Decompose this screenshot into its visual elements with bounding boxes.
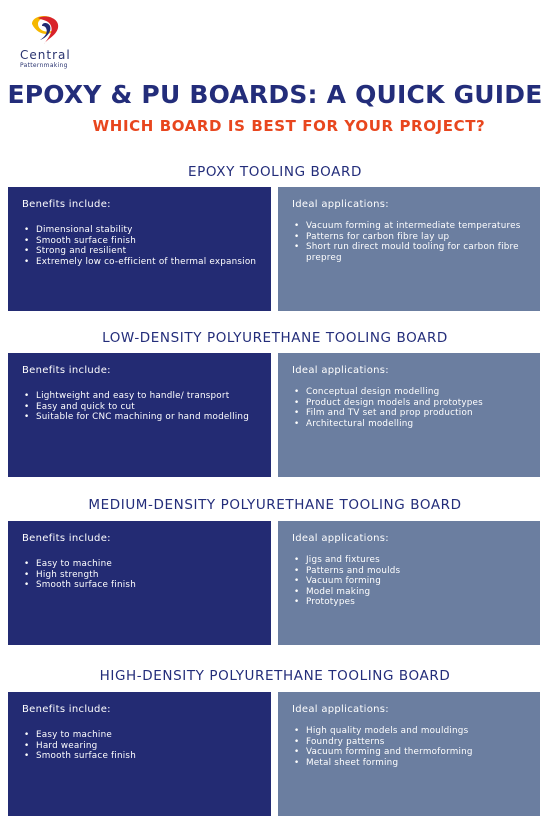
- section-heading-low-density: LOW-DENSITY POLYURETHANE TOOLING BOARD: [102, 330, 448, 346]
- applications-panel-low-density: [278, 353, 540, 477]
- list-item: • Vacuum forming at intermediate temperatures: [294, 221, 530, 232]
- benefits-label: Benefits include:: [22, 533, 111, 544]
- list-item: • Hard wearing: [24, 741, 261, 752]
- brand-name: Central: [20, 48, 71, 62]
- list-item: • Product design models and prototypes: [294, 398, 530, 409]
- applications-panel-medium-density: [278, 521, 540, 645]
- applications-label: Ideal applications:: [292, 199, 389, 210]
- section-heading-medium-density: MEDIUM-DENSITY POLYURETHANE TOOLING BOARD: [88, 497, 462, 513]
- swirl-logo-icon: [28, 14, 62, 46]
- benefits-list: [24, 391, 261, 423]
- list-item: • Metal sheet forming: [294, 758, 530, 769]
- list-item: • Vacuum forming and thermoforming: [294, 747, 530, 758]
- list-item: • Prototypes: [294, 597, 530, 608]
- list-item: • Extremely low co-efficient of thermal expansion: [24, 257, 261, 268]
- benefits-label: Benefits include:: [22, 365, 111, 376]
- benefits-label: Benefits include:: [22, 704, 111, 715]
- section-heading-epoxy: EPOXY TOOLING BOARD: [188, 164, 362, 180]
- list-item: • Short run direct mould tooling for carbon fibre prepreg: [294, 242, 530, 263]
- list-item: • Easy to machine: [24, 559, 261, 570]
- list-item: • Smooth surface finish: [24, 580, 261, 591]
- list-item: • Smooth surface finish: [24, 751, 261, 762]
- list-item: • Foundry patterns: [294, 737, 530, 748]
- applications-label: Ideal applications:: [292, 704, 389, 715]
- section-heading-high-density: HIGH-DENSITY POLYURETHANE TOOLING BOARD: [99, 668, 451, 684]
- list-item: • Vacuum forming: [294, 576, 530, 587]
- list-item: • Strong and resilient: [24, 246, 261, 257]
- brand-tagline: Patternmaking: [20, 62, 68, 69]
- list-item: • Patterns and moulds: [294, 566, 530, 577]
- benefits-label: Benefits include:: [22, 199, 111, 210]
- benefits-list: [24, 559, 261, 591]
- list-item: • Architectural modelling: [294, 419, 530, 430]
- list-item: • Suitable for CNC machining or hand modelling: [24, 412, 261, 423]
- list-item: • Smooth surface finish: [24, 236, 261, 247]
- list-item: • Easy to machine: [24, 730, 261, 741]
- brand-logo[interactable]: [18, 14, 88, 68]
- applications-list: [294, 387, 530, 429]
- applications-list: [294, 221, 530, 263]
- applications-list: [294, 726, 530, 768]
- list-item: • Jigs and fixtures: [294, 555, 530, 566]
- list-item: • Film and TV set and prop production: [294, 408, 530, 419]
- applications-label: Ideal applications:: [292, 365, 389, 376]
- benefits-panel-medium-density: [8, 521, 271, 645]
- page-title: EPOXY & PU BOARDS: A QUICK GUIDE: [7, 80, 543, 109]
- applications-label: Ideal applications:: [292, 533, 389, 544]
- benefits-panel-low-density: [8, 353, 271, 477]
- applications-panel-epoxy: [278, 187, 540, 311]
- benefits-list: [24, 730, 261, 762]
- list-item: • Conceptual design modelling: [294, 387, 530, 398]
- list-item: • Model making: [294, 587, 530, 598]
- benefits-panel-high-density: [8, 692, 271, 816]
- benefits-panel-epoxy: [8, 187, 271, 311]
- benefits-list: [24, 225, 261, 267]
- list-item: • High strength: [24, 570, 261, 581]
- applications-panel-high-density: [278, 692, 540, 816]
- list-item: • Dimensional stability: [24, 225, 261, 236]
- list-item: • High quality models and mouldings: [294, 726, 530, 737]
- applications-list: [294, 555, 530, 608]
- list-item: • Patterns for carbon fibre lay up: [294, 232, 530, 243]
- list-item: • Easy and quick to cut: [24, 402, 261, 413]
- list-item: • Lightweight and easy to handle/ transport: [24, 391, 261, 402]
- page-subtitle: WHICH BOARD IS BEST FOR YOUR PROJECT?: [92, 117, 486, 135]
